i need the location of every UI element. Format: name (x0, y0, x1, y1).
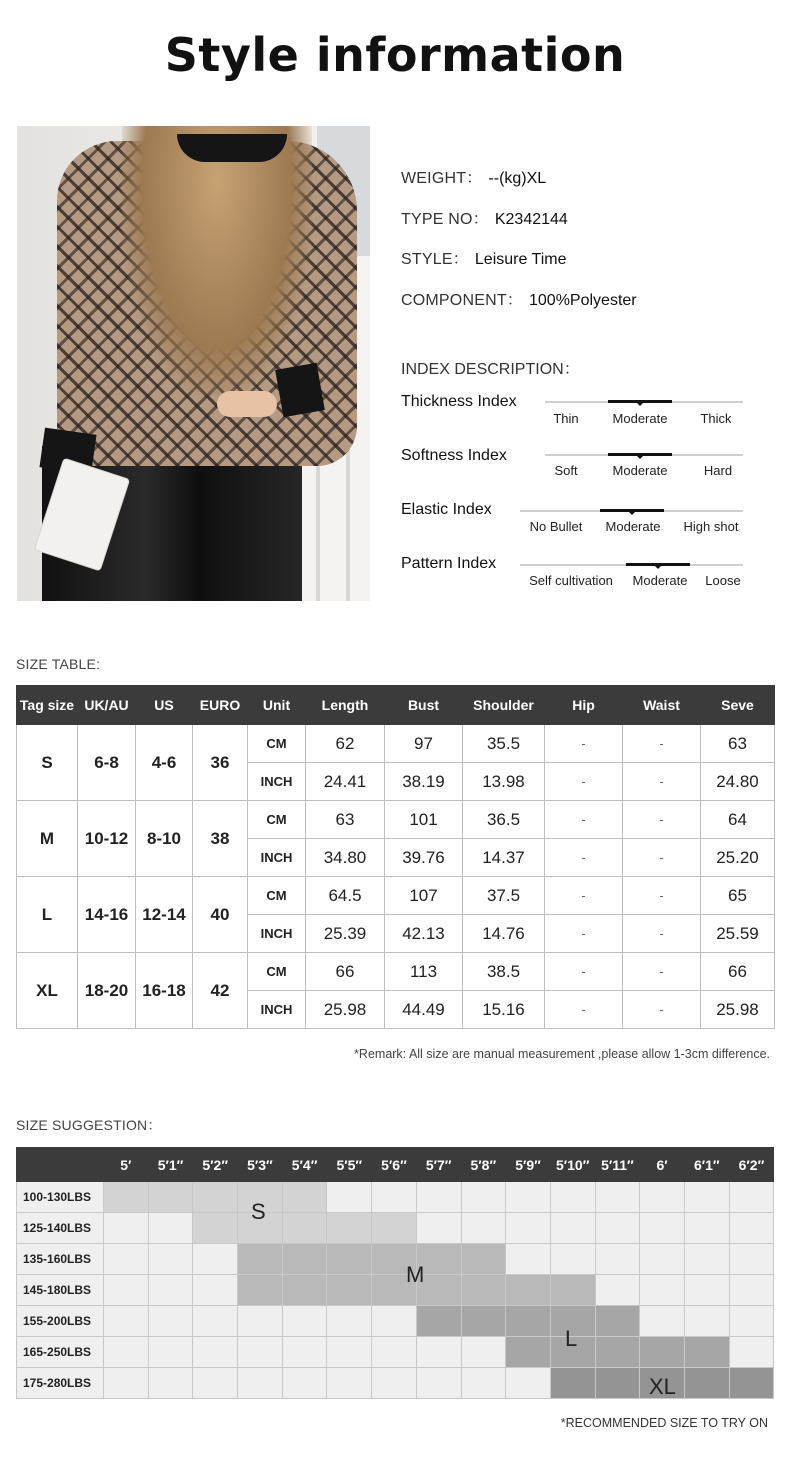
unit-cell: CM (248, 953, 306, 991)
grid-cell (238, 1337, 283, 1368)
grid-cell (148, 1182, 193, 1213)
zone-label-s: S (251, 1199, 266, 1224)
grid-cell (640, 1182, 685, 1213)
grid-cell (506, 1306, 551, 1337)
grid-cell (372, 1213, 417, 1244)
us-cell: 16-18 (136, 953, 193, 1029)
tag-size-cell: S (17, 725, 78, 801)
hip-cell: - (545, 877, 623, 915)
waist-cell: - (623, 877, 701, 915)
header-length: Length (306, 686, 385, 725)
tag-size-cell: XL (17, 953, 78, 1029)
grid-cell (104, 1275, 149, 1306)
grid-cell (506, 1182, 551, 1213)
unit-cell: INCH (248, 915, 306, 953)
grid-cell (238, 1368, 283, 1399)
photo-hair (122, 126, 312, 396)
header-bust: Bust (385, 686, 463, 725)
grid-cell (372, 1306, 417, 1337)
height-cell: 5′9″ (506, 1148, 551, 1182)
height-cell: 5′5″ (327, 1148, 372, 1182)
weight-cell: 125-140LBS (17, 1213, 104, 1244)
height-cell: 5′ (104, 1148, 149, 1182)
euro-cell: 42 (193, 953, 248, 1029)
unit-cell: CM (248, 801, 306, 839)
grid-cell (684, 1306, 729, 1337)
bust-cell: 38.19 (385, 763, 463, 801)
grid-cell (595, 1244, 640, 1275)
grid-cell (104, 1337, 149, 1368)
sleeve-cell: 66 (701, 953, 775, 991)
grid-cell (238, 1275, 283, 1306)
softness-opt-soft: Soft (554, 463, 578, 478)
elastic-opt-high-shot: High shot (683, 519, 739, 534)
grid-cell (506, 1337, 551, 1368)
thickness-index-marker (608, 400, 672, 403)
corner-cell (17, 1148, 104, 1182)
height-cell: 6′1″ (684, 1148, 729, 1182)
weight-cell: 135-160LBS (17, 1244, 104, 1275)
waist-cell: - (623, 725, 701, 763)
grid-cell (461, 1306, 506, 1337)
waist-cell: - (623, 839, 701, 877)
weight-cell: 100-130LBS (17, 1182, 104, 1213)
grid-cell (193, 1368, 238, 1399)
grid-cell (595, 1337, 640, 1368)
pattern-opt-moderate: Moderate (632, 573, 688, 588)
grid-cell (640, 1337, 685, 1368)
weight-row (401, 165, 546, 188)
sleeve-cell: 25.20 (701, 839, 775, 877)
grid-cell (193, 1337, 238, 1368)
grid-cell (372, 1368, 417, 1399)
header-shoulder: Shoulder (463, 686, 545, 725)
hip-cell: - (545, 915, 623, 953)
waist-cell: - (623, 953, 701, 991)
height-cell: 5′6″ (372, 1148, 417, 1182)
grid-cell (729, 1337, 774, 1368)
weight-row (17, 1213, 774, 1244)
shoulder-cell: 36.5 (463, 801, 545, 839)
bust-cell: 39.76 (385, 839, 463, 877)
grid-cell (729, 1306, 774, 1337)
grid-cell (684, 1368, 729, 1399)
euro-cell: 38 (193, 801, 248, 877)
hip-cell: - (545, 725, 623, 763)
grid-cell (461, 1213, 506, 1244)
grid-cell (729, 1213, 774, 1244)
grid-cell (595, 1275, 640, 1306)
elastic-opt-moderate: Moderate (605, 519, 661, 534)
unit-cell: CM (248, 877, 306, 915)
height-cell: 5′11″ (595, 1148, 640, 1182)
component-value: 100%Polyester (529, 292, 637, 309)
shoulder-cell: 35.5 (463, 725, 545, 763)
euro-cell: 36 (193, 725, 248, 801)
zone-label-xl: XL (649, 1374, 676, 1399)
grid-cell (729, 1368, 774, 1399)
softness-opt-moderate: Moderate (612, 463, 668, 478)
weight-cell: 165-250LBS (17, 1337, 104, 1368)
type-label: TYPE NO： (401, 211, 489, 228)
hip-cell: - (545, 763, 623, 801)
uk-au-cell: 14-16 (78, 877, 136, 953)
header-euro: EURO (193, 686, 248, 725)
us-cell: 4-6 (136, 725, 193, 801)
type-value: K2342144 (494, 211, 568, 228)
height-cell: 6′2″ (729, 1148, 774, 1182)
grid-cell (550, 1182, 595, 1213)
thickness-opt-thin: Thin (553, 411, 579, 426)
grid-cell (684, 1337, 729, 1368)
style-row (401, 246, 566, 269)
sleeve-cell: 25.59 (701, 915, 775, 953)
grid-cell (327, 1368, 372, 1399)
shoulder-cell: 14.76 (463, 915, 545, 953)
height-cell: 5′3″ (238, 1148, 283, 1182)
grid-cell (104, 1368, 149, 1399)
pattern-opt-loose: Loose (705, 573, 741, 588)
grid-cell (461, 1244, 506, 1275)
recommendation-note: *RECOMMENDED SIZE TO TRY ON (560, 1416, 768, 1430)
grid-cell (506, 1213, 551, 1244)
length-cell: 63 (306, 801, 385, 839)
table-row (17, 725, 775, 763)
grid-cell (148, 1244, 193, 1275)
weight-cell: 145-180LBS (17, 1275, 104, 1306)
grid-cell (640, 1244, 685, 1275)
grid-cell (282, 1182, 327, 1213)
height-cell: 5′7″ (416, 1148, 461, 1182)
header-hip: Hip (545, 686, 623, 725)
grid-cell (506, 1275, 551, 1306)
grid-cell (327, 1337, 372, 1368)
bust-cell: 42.13 (385, 915, 463, 953)
header-waist: Waist (623, 686, 701, 725)
weight-cell: 175-280LBS (17, 1368, 104, 1399)
grid-cell (193, 1275, 238, 1306)
grid-cell (148, 1306, 193, 1337)
grid-cell (416, 1337, 461, 1368)
sleeve-cell: 64 (701, 801, 775, 839)
grid-cell (148, 1337, 193, 1368)
header-us: US (136, 686, 193, 725)
grid-cell (104, 1182, 149, 1213)
unit-cell: INCH (248, 991, 306, 1029)
grid-cell (193, 1306, 238, 1337)
table-row (17, 801, 775, 839)
grid-cell (282, 1244, 327, 1275)
weight-label: WEIGHT： (401, 170, 483, 187)
unit-cell: INCH (248, 763, 306, 801)
weight-value: --(kg)XL (488, 170, 547, 187)
height-cell: 5′2″ (193, 1148, 238, 1182)
softness-index-marker (608, 453, 672, 456)
grid-cell (372, 1337, 417, 1368)
grid-cell (148, 1213, 193, 1244)
grid-cell (461, 1337, 506, 1368)
grid-cell (595, 1182, 640, 1213)
grid-cell (640, 1306, 685, 1337)
size-suggestion-label: SIZE SUGGESTION： (16, 1117, 162, 1133)
grid-cell (595, 1368, 640, 1399)
softness-index-label: Softness Index (401, 447, 507, 464)
weight-row (17, 1182, 774, 1213)
euro-cell: 40 (193, 877, 248, 953)
grid-cell (148, 1368, 193, 1399)
grid-cell (550, 1275, 595, 1306)
thickness-index-label: Thickness Index (401, 393, 517, 410)
elastic-index-label: Elastic Index (401, 501, 492, 518)
grid-cell (729, 1244, 774, 1275)
component-row (401, 287, 637, 310)
grid-cell (327, 1182, 372, 1213)
grid-cell (461, 1275, 506, 1306)
photo-collar (177, 134, 287, 162)
shoulder-cell: 13.98 (463, 763, 545, 801)
unit-cell: INCH (248, 839, 306, 877)
grid-cell (193, 1213, 238, 1244)
uk-au-cell: 6-8 (78, 725, 136, 801)
grid-cell (193, 1182, 238, 1213)
header-tag-size: Tag size (17, 686, 78, 725)
grid-cell (282, 1275, 327, 1306)
grid-cell (461, 1182, 506, 1213)
grid-cell (104, 1213, 149, 1244)
product-photo (17, 126, 370, 601)
length-cell: 64.5 (306, 877, 385, 915)
weight-row (17, 1275, 774, 1306)
unit-cell: CM (248, 725, 306, 763)
size-table (16, 685, 775, 1029)
bust-cell: 107 (385, 877, 463, 915)
page-title: Style information (164, 28, 626, 82)
tag-size-cell: L (17, 877, 78, 953)
sleeve-cell: 25.98 (701, 991, 775, 1029)
grid-cell (416, 1368, 461, 1399)
length-cell: 25.98 (306, 991, 385, 1029)
height-header-row (17, 1148, 774, 1182)
grid-cell (595, 1213, 640, 1244)
index-heading: INDEX DESCRIPTION： (401, 361, 580, 378)
hip-cell: - (545, 839, 623, 877)
size-table-header (17, 686, 775, 725)
grid-cell (640, 1275, 685, 1306)
thickness-opt-moderate: Moderate (612, 411, 668, 426)
height-cell: 5′10″ (550, 1148, 595, 1182)
size-suggestion-grid (16, 1147, 774, 1399)
grid-cell (238, 1306, 283, 1337)
header-sleeve: Seve (701, 686, 775, 725)
tag-size-cell: M (17, 801, 78, 877)
elastic-opt-no-bullet: No Bullet (529, 519, 583, 534)
grid-cell (327, 1275, 372, 1306)
length-cell: 34.80 (306, 839, 385, 877)
shoulder-cell: 37.5 (463, 877, 545, 915)
grid-cell (506, 1368, 551, 1399)
zone-label-l: L (565, 1326, 578, 1351)
grid-cell (238, 1244, 283, 1275)
grid-cell (104, 1306, 149, 1337)
sleeve-cell: 65 (701, 877, 775, 915)
height-cell: 6′ (640, 1148, 685, 1182)
grid-cell (193, 1244, 238, 1275)
style-value: Leisure Time (474, 251, 567, 268)
grid-cell (416, 1213, 461, 1244)
length-cell: 66 (306, 953, 385, 991)
header-unit: Unit (248, 686, 306, 725)
grid-cell (461, 1368, 506, 1399)
bust-cell: 97 (385, 725, 463, 763)
grid-cell (550, 1213, 595, 1244)
grid-cell (684, 1182, 729, 1213)
zone-label-m: M (406, 1262, 425, 1287)
bust-cell: 113 (385, 953, 463, 991)
waist-cell: - (623, 991, 701, 1029)
grid-cell (327, 1306, 372, 1337)
grid-cell (282, 1306, 327, 1337)
grid-cell (640, 1213, 685, 1244)
grid-cell (416, 1182, 461, 1213)
grid-cell (684, 1275, 729, 1306)
length-cell: 25.39 (306, 915, 385, 953)
grid-cell (282, 1337, 327, 1368)
component-label: COMPONENT： (401, 292, 523, 309)
grid-cell (550, 1368, 595, 1399)
grid-cell (327, 1213, 372, 1244)
grid-cell (282, 1213, 327, 1244)
grid-cell (684, 1244, 729, 1275)
us-cell: 12-14 (136, 877, 193, 953)
grid-cell (595, 1306, 640, 1337)
table-row (17, 953, 775, 991)
height-cell: 5′4″ (282, 1148, 327, 1182)
waist-cell: - (623, 915, 701, 953)
grid-cell (416, 1306, 461, 1337)
thickness-opt-thick: Thick (700, 411, 732, 426)
header-uk-au: UK/AU (78, 686, 136, 725)
weight-cell: 155-200LBS (17, 1306, 104, 1337)
type-row (401, 206, 568, 229)
softness-opt-hard: Hard (703, 463, 733, 478)
style-label: STYLE： (401, 251, 469, 268)
table-row (17, 877, 775, 915)
length-cell: 62 (306, 725, 385, 763)
grid-cell (327, 1244, 372, 1275)
waist-cell: - (623, 801, 701, 839)
height-cell: 5′8″ (461, 1148, 506, 1182)
weight-row (17, 1244, 774, 1275)
weight-row (17, 1337, 774, 1368)
photo-right-cuff (275, 363, 325, 418)
grid-cell (550, 1244, 595, 1275)
grid-cell (684, 1213, 729, 1244)
grid-cell (372, 1182, 417, 1213)
sleeve-cell: 24.80 (701, 763, 775, 801)
pattern-opt-self-cultivation: Self cultivation (529, 573, 613, 588)
grid-cell (729, 1275, 774, 1306)
grid-cell (104, 1244, 149, 1275)
size-table-label: SIZE TABLE: (16, 656, 101, 672)
sleeve-cell: 63 (701, 725, 775, 763)
shoulder-cell: 14.37 (463, 839, 545, 877)
height-cell: 5′1″ (148, 1148, 193, 1182)
uk-au-cell: 10-12 (78, 801, 136, 877)
hip-cell: - (545, 953, 623, 991)
shoulder-cell: 15.16 (463, 991, 545, 1029)
pattern-index-label: Pattern Index (401, 555, 497, 572)
elastic-index-marker (600, 509, 664, 512)
weight-row (17, 1306, 774, 1337)
size-table-remark: *Remark: All size are manual measurement ,please allow 1-3cm difference. (354, 1047, 770, 1061)
grid-cell (729, 1182, 774, 1213)
uk-au-cell: 18-20 (78, 953, 136, 1029)
hip-cell: - (545, 991, 623, 1029)
waist-cell: - (623, 763, 701, 801)
bust-cell: 101 (385, 801, 463, 839)
shoulder-cell: 38.5 (463, 953, 545, 991)
grid-cell (148, 1275, 193, 1306)
hip-cell: - (545, 801, 623, 839)
pattern-index-marker (626, 563, 690, 566)
bust-cell: 44.49 (385, 991, 463, 1029)
grid-cell (506, 1244, 551, 1275)
photo-hand (217, 391, 277, 417)
length-cell: 24.41 (306, 763, 385, 801)
grid-cell (282, 1368, 327, 1399)
us-cell: 8-10 (136, 801, 193, 877)
